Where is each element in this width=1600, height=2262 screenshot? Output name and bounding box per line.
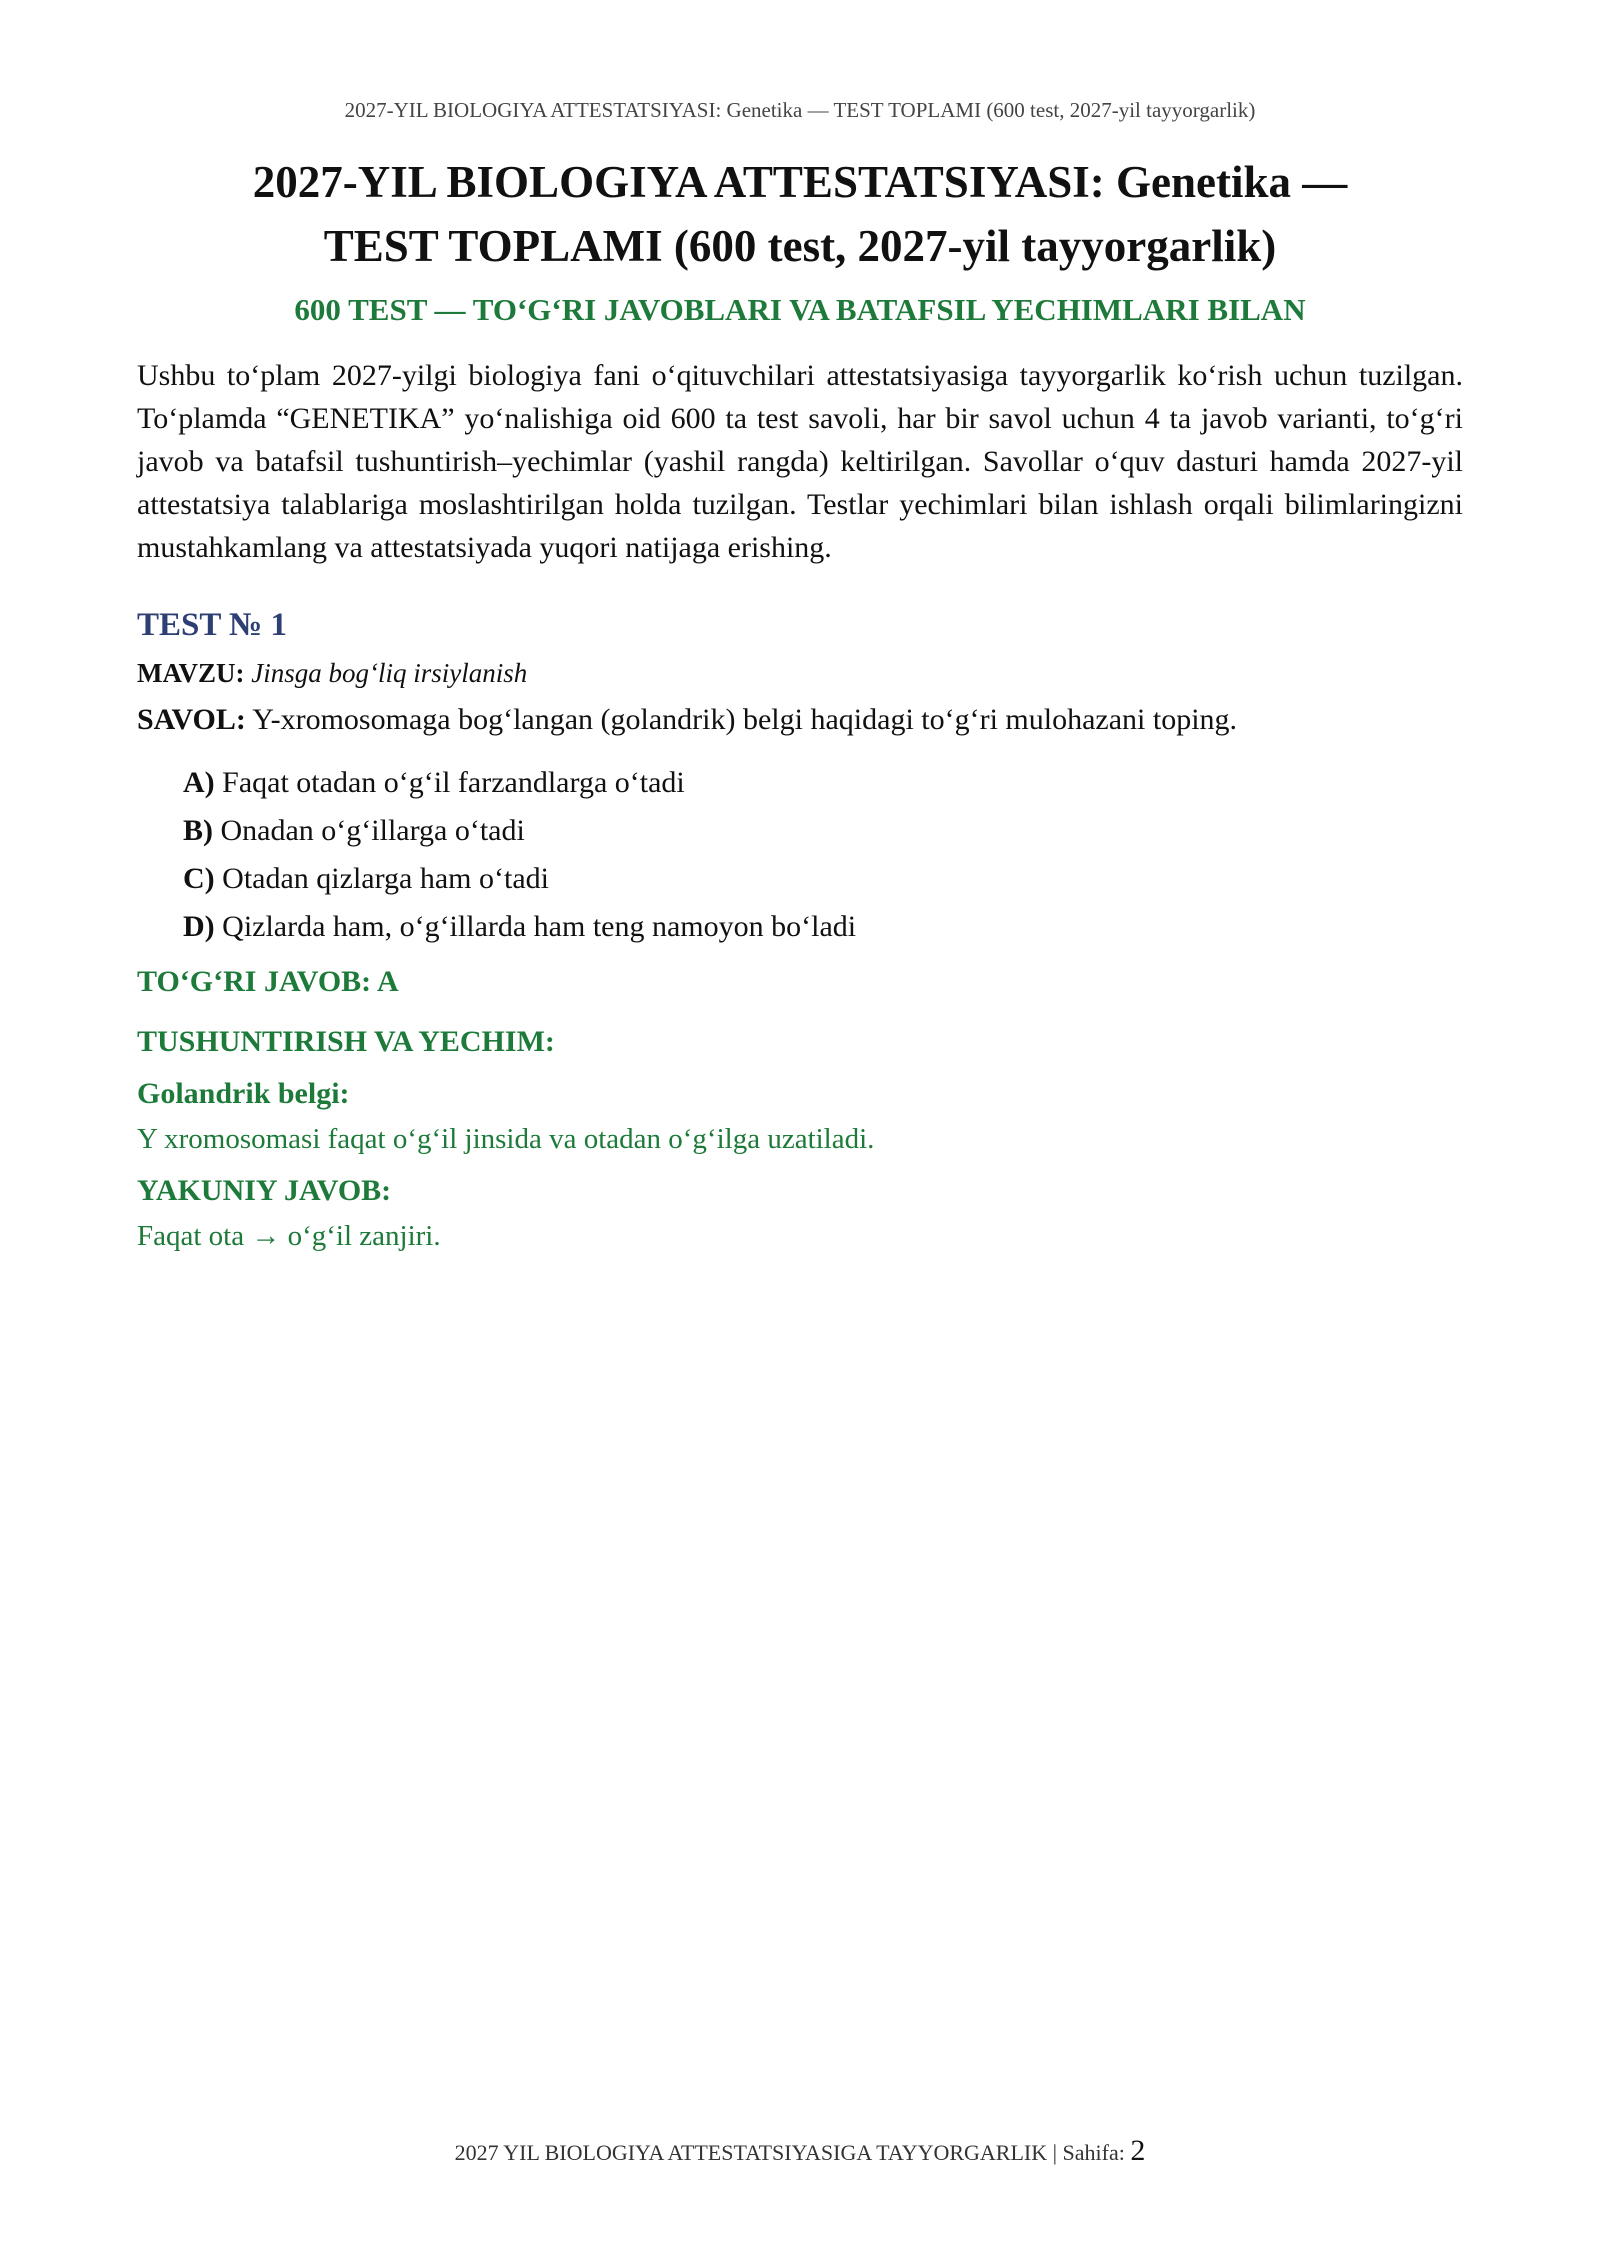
title-line-2: TEST TOPLAMI (600 test, 2027-yil tayyorgarlik): [323, 221, 1277, 271]
option-b: [183, 807, 1463, 855]
option-text: Otadan qizlarga ham o‘tadi: [222, 862, 549, 895]
option-letter: A): [183, 766, 215, 799]
answer-options: [183, 759, 1463, 951]
option-text: Onadan o‘g‘illarga o‘tadi: [220, 814, 525, 847]
running-header: 2027-YIL BIOLOGIYA ATTESTATSIYASI: Genetika — TEST TOPLAMI (600 test, 2027-yil tayyorgarlik): [344, 98, 1256, 122]
question-line: [137, 703, 1463, 737]
option-text: Faqat otadan o‘g‘il farzandlarga o‘tadi: [222, 766, 685, 799]
footer-page-label: Sahifa:: [1062, 2140, 1131, 2165]
topic-line: [137, 658, 1463, 689]
explanation-title: TUSHUNTIRISH VA YECHIM:: [137, 1025, 555, 1058]
page-footer: [0, 2134, 1600, 2168]
explanation-subheading: Golandrik belgi:: [137, 1077, 350, 1110]
option-a: [183, 759, 1463, 807]
footer-label: 2027 YIL BIOLOGIYA ATTESTATSIYASIGA TAYYORGARLIK: [454, 2140, 1048, 2165]
final-answer-text: Faqat ota → o‘g‘il zanjiri.: [137, 1220, 441, 1252]
document-subtitle: 600 TEST — TO‘G‘RI JAVOBLARI VA BATAFSIL YECHIMLARI BILAN: [294, 292, 1306, 327]
document-title: [137, 150, 1463, 278]
footer-separator: |: [1047, 2140, 1063, 2165]
option-text: Qizlarda ham, o‘g‘illarda ham teng namoyon bo‘ladi: [222, 910, 857, 943]
final-answer-heading: YAKUNIY JAVOB:: [137, 1174, 392, 1207]
correct-answer: TO‘G‘RI JAVOB: A: [137, 965, 399, 998]
test-heading: TEST № 1: [137, 607, 287, 643]
question-label: SAVOL:: [137, 703, 246, 736]
question-text: Y-xromosomaga bog‘langan (golandrik) belgi haqidagi to‘g‘ri mulohazani toping.: [252, 703, 1238, 736]
topic-label: MAVZU:: [137, 658, 245, 688]
title-line-1: 2027-YIL BIOLOGIYA ATTESTATSIYASI: Genetika —: [252, 157, 1348, 207]
page-number: 2: [1130, 2134, 1146, 2167]
topic-value: Jinsga bog‘liq irsiylanish: [251, 658, 528, 688]
page-content: [137, 150, 1463, 1253]
option-letter: D): [183, 910, 215, 943]
option-letter: C): [183, 862, 215, 895]
option-d: [183, 903, 1463, 951]
option-letter: B): [183, 814, 213, 847]
explanation-text: Y xromosomasi faqat o‘g‘il jinsida va otadan o‘g‘ilga uzatiladi.: [137, 1123, 875, 1155]
intro-paragraph: Ushbu to‘plam 2027-yilgi biologiya fani o‘qituvchilari attestatsiyasiga tayyorgarlik ko‘rish uchun tuzilgan. To‘plamda “GENETIKA” yo‘nalishiga oid 600 ta test savoli, har bir savol uchun 4 ta javob varianti, to‘g‘ri javob va batafsil tushuntirish–yechimlar (yashil rangda) keltirilgan. Savollar o‘quv dasturi hamda 2027-yil attestatsiya talablariga moslashtirilgan holda tuzilgan. Testlar yechimlari bilan ishlash orqali bilimlaringizni mustahkamlang va attestatsiyada yuqori natijaga erishing.: [137, 359, 1463, 564]
option-c: [183, 855, 1463, 903]
